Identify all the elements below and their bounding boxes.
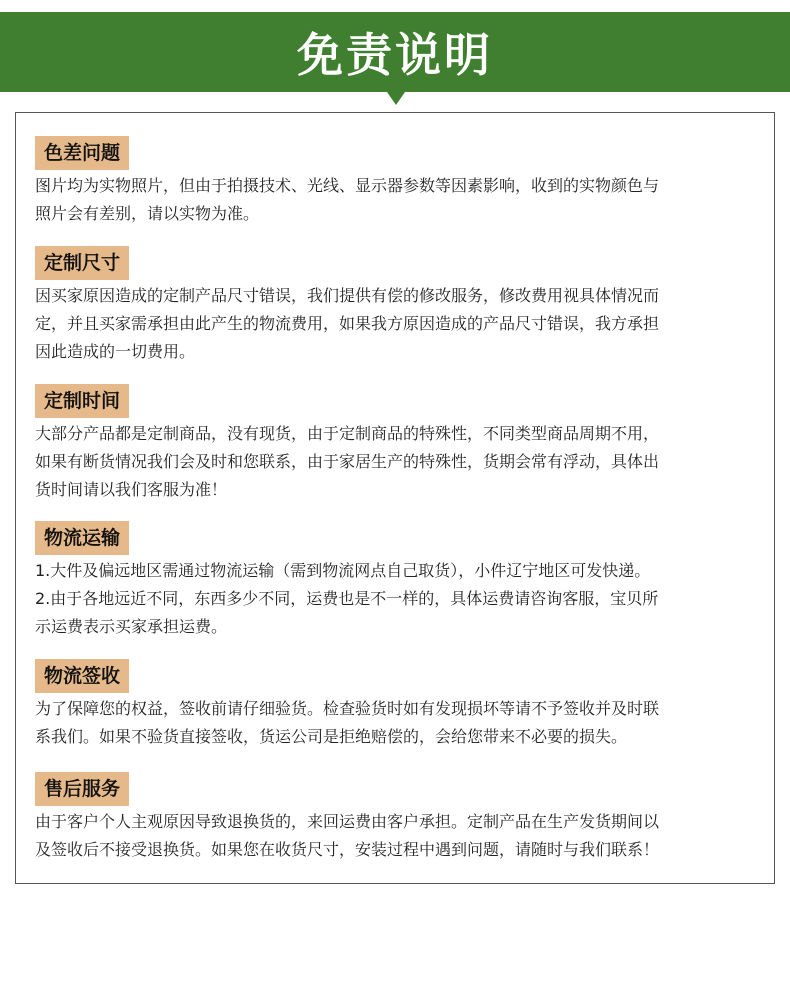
section-body <box>35 695 755 751</box>
banner-pointer <box>387 92 405 105</box>
body-line: 定，并且买家需承担由此产生的物流费用，如果我方原因造成的产品尺寸错误，我方承担 <box>35 314 660 333</box>
section-color-difference <box>35 136 755 228</box>
body-line: 图片均为实物照片，但由于拍摄技术、光线、显示器参数等因素影响，收到的实物颜色与 <box>35 176 660 195</box>
section-heading: 色差问题 <box>35 136 129 170</box>
disclaimer-panel <box>15 112 775 884</box>
section-custom-size <box>35 246 755 366</box>
body-line: 大部分产品都是定制商品，没有现货，由于定制商品的特殊性，不同类型商品周期不用， <box>35 424 660 443</box>
section-body <box>35 172 755 228</box>
section-body <box>35 557 755 641</box>
section-heading: 物流运输 <box>35 521 129 555</box>
body-line: 系我们。如果不验货直接签收，货运公司是拒绝赔偿的，会给您带来不必要的损失。 <box>35 727 628 746</box>
body-line: 因此造成的一切费用。 <box>35 342 196 361</box>
body-line: 为了保障您的权益，签收前请仔细验货。检查验货时如有发现损坏等请不予签收并及时联 <box>35 699 660 718</box>
section-custom-time <box>35 384 755 504</box>
body-line: 由于客户个人主观原因导致退换货的，来回运费由客户承担。定制产品在生产发货期间以 <box>35 812 660 831</box>
section-logistics <box>35 521 755 641</box>
header-banner <box>0 12 790 92</box>
body-line: 1.大件及偏远地区需通过物流运输（需到物流网点自己取货），小件辽宁地区可发快递。 <box>35 561 651 580</box>
section-after-sales <box>35 772 755 864</box>
section-body <box>35 282 755 366</box>
body-line: 及签收后不接受退换货。如果您在收货尺寸，安装过程中遇到问题，请随时与我们联系！ <box>35 840 660 859</box>
section-body <box>35 420 755 504</box>
body-line: 2.由于各地远近不同，东西多少不同，运费也是不一样的，具体运费请咨询客服，宝贝所 <box>35 589 659 608</box>
page-title: 免责说明 <box>297 28 493 82</box>
body-line: 货时间请以我们客服为准！ <box>35 480 228 499</box>
body-line: 示运费表示买家承担运费。 <box>35 617 228 636</box>
section-heading: 定制时间 <box>35 384 129 418</box>
body-line: 如果有断货情况我们会及时和您联系，由于家居生产的特殊性，货期会常有浮动，具体出 <box>35 452 660 471</box>
section-heading: 售后服务 <box>35 772 129 806</box>
section-heading: 定制尺寸 <box>35 246 129 280</box>
section-body <box>35 808 755 864</box>
body-line: 因买家原因造成的定制产品尺寸错误，我们提供有偿的修改服务，修改费用视具体情况而 <box>35 286 660 305</box>
body-line: 照片会有差别，请以实物为准。 <box>35 204 260 223</box>
section-delivery-receipt <box>35 659 755 751</box>
section-heading: 物流签收 <box>35 659 129 693</box>
